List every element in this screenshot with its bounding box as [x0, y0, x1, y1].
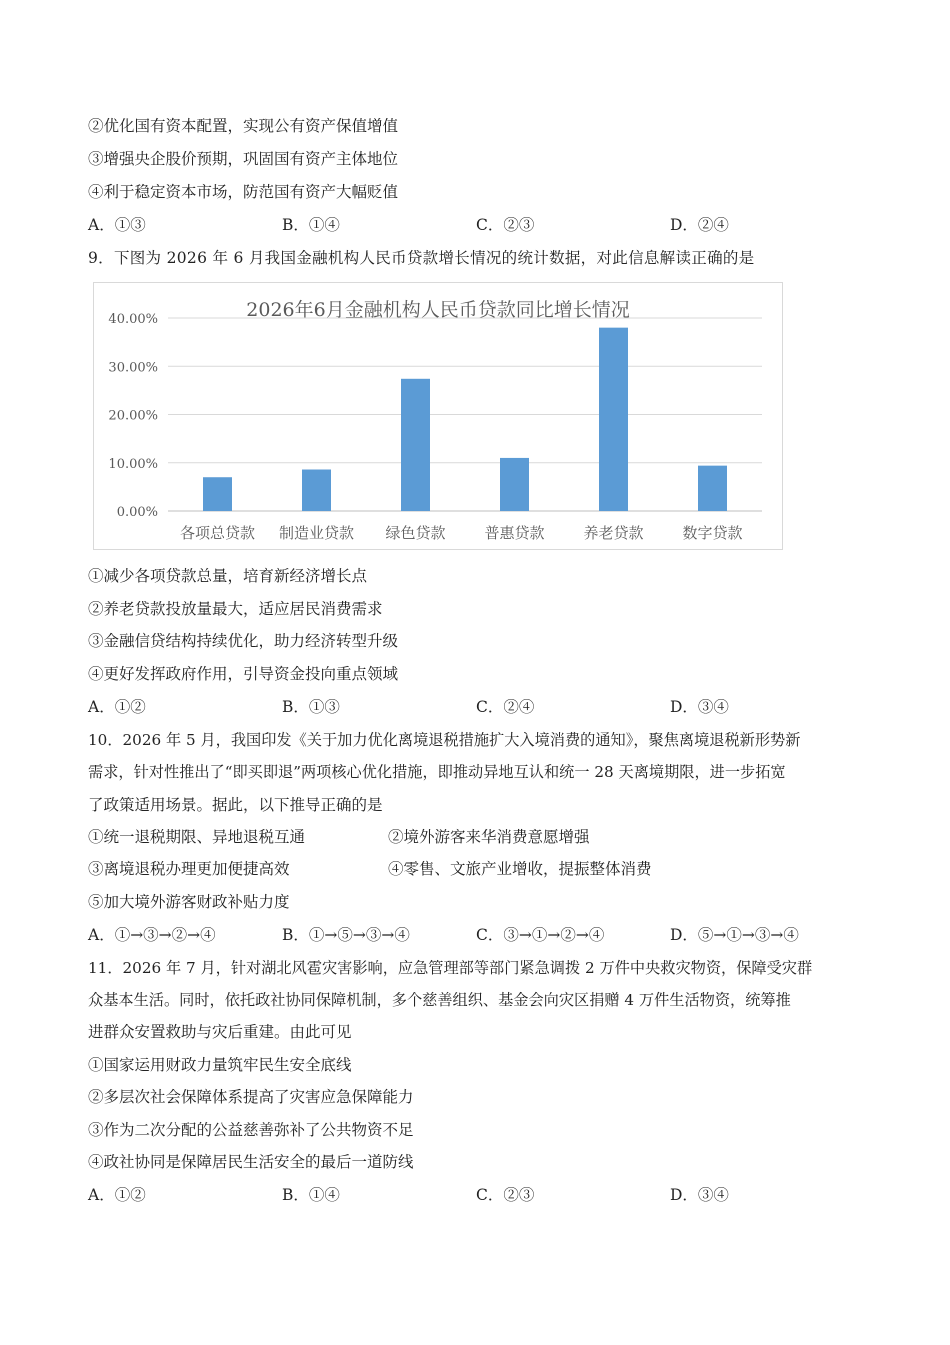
- bar: [698, 466, 727, 511]
- q11-item-3: ③作为二次分配的公益慈善弥补了公共物资不足: [88, 1121, 414, 1139]
- q9-option-c: C．②④: [476, 698, 535, 716]
- chart-title: 2026年6月金融机构人民币贷款同比增长情况: [246, 299, 630, 321]
- y-tick-label: 40.00%: [108, 312, 158, 327]
- q8-option-d: D．②④: [670, 216, 729, 234]
- q10-stem-line-2: 需求，针对性推出了“即买即退”两项核心优化措施，即推动异地互认和统一 28 天离境期限，进一步拓宽: [88, 763, 786, 781]
- q9-item-3: ③金融信贷结构持续优化，助力经济转型升级: [88, 632, 399, 650]
- q10-item-2: ②境外游客来华消费意愿增强: [388, 828, 590, 846]
- y-tick-label: 0.00%: [116, 505, 158, 520]
- y-tick-label: 10.00%: [108, 456, 158, 472]
- q8-option-a: A．①③: [88, 216, 146, 234]
- q9-item-4: ④更好发挥政府作用，引导资金投向重点领域: [88, 665, 399, 683]
- bar: [401, 379, 430, 511]
- q10-item-4: ④零售、文旅产业增收，提振整体消费: [388, 860, 652, 878]
- y-tick-label: 20.00%: [108, 408, 158, 424]
- q11-stem-line-3: 进群众安置救助与灾后重建。由此可见: [88, 1023, 352, 1041]
- q10-item-5: ⑤加大境外游客财政补贴力度: [88, 893, 290, 911]
- q10-option-d: D．⑤→①→③→④: [670, 926, 799, 944]
- q11-option-a: A．①②: [88, 1186, 146, 1204]
- q10-option-a: A．①→③→②→④: [88, 926, 216, 944]
- q11-item-1: ①国家运用财政力量筑牢民生安全底线: [88, 1056, 352, 1074]
- q9-option-a: A．①②: [88, 698, 146, 716]
- q11-item-2: ②多层次社会保障体系提高了灾害应急保障能力: [88, 1088, 414, 1106]
- q9-stem: 9．下图为 2026 年 6 月我国金融机构人民币贷款增长情况的统计数据，对此信息解读正确的是: [88, 249, 755, 267]
- q9-item-1: ①减少各项贷款总量，培育新经济增长点: [88, 567, 368, 585]
- q11-item-4: ④政社协同是保障居民生活安全的最后一道防线: [88, 1153, 414, 1171]
- x-tick-label: 各项总贷款: [179, 524, 256, 542]
- chart-canvas: [94, 283, 782, 549]
- bar: [500, 458, 529, 511]
- q10-option-c: C．③→①→②→④: [476, 926, 605, 944]
- q8-item-3: ③增强央企股价预期，巩固国有资产主体地位: [88, 150, 399, 168]
- q8-item-2: ②优化国有资本配置，实现公有资产保值增值: [88, 117, 399, 135]
- bar: [599, 328, 628, 511]
- q10-option-b: B．①→⑤→③→④: [282, 926, 410, 944]
- q8-option-c: C．②③: [476, 216, 535, 234]
- y-tick-label: 30.00%: [108, 360, 158, 376]
- q10-item-1: ①统一退税期限、异地退税互通: [88, 828, 306, 846]
- q11-option-b: B．①④: [282, 1186, 340, 1204]
- q9-option-d: D．③④: [670, 698, 729, 716]
- x-tick-label: 养老贷款: [583, 524, 644, 542]
- q8-option-b: B．①④: [282, 216, 340, 234]
- x-tick-label: 数字贷款: [682, 524, 743, 542]
- q10-item-3: ③离境退税办理更加便捷高效: [88, 860, 290, 878]
- q9-option-b: B．①③: [282, 698, 340, 716]
- q11-option-d: D．③④: [670, 1186, 729, 1204]
- q8-item-4: ④利于稳定资本市场，防范国有资产大幅贬值: [88, 183, 399, 201]
- x-tick-label: 制造业贷款: [278, 524, 355, 542]
- q11-stem-line-2: 众基本生活。同时，依托政社协同保障机制，多个慈善组织、基金会向灾区捐赠 4 万件生活物资，统筹推: [88, 991, 791, 1009]
- q11-option-c: C．②③: [476, 1186, 535, 1204]
- q10-stem-line-3: 了政策适用场景。据此，以下推导正确的是: [88, 796, 383, 814]
- bar: [203, 477, 232, 511]
- q9-item-2: ②养老贷款投放量最大，适应居民消费需求: [88, 600, 383, 618]
- loan-growth-chart: [93, 282, 783, 550]
- bar: [302, 470, 331, 511]
- x-tick-label: 绿色贷款: [385, 524, 446, 542]
- q11-stem-line-1: 11．2026 年 7 月，针对湖北风雹灾害影响，应急管理部等部门紧急调拨 2 万件中央救灾物资，保障受灾群: [88, 959, 813, 977]
- x-tick-label: 普惠贷款: [484, 524, 545, 542]
- q10-stem-line-1: 10．2026 年 5 月，我国印发《关于加力优化离境退税措施扩大入境消费的通知》，聚焦离境退税新形势新: [88, 731, 801, 749]
